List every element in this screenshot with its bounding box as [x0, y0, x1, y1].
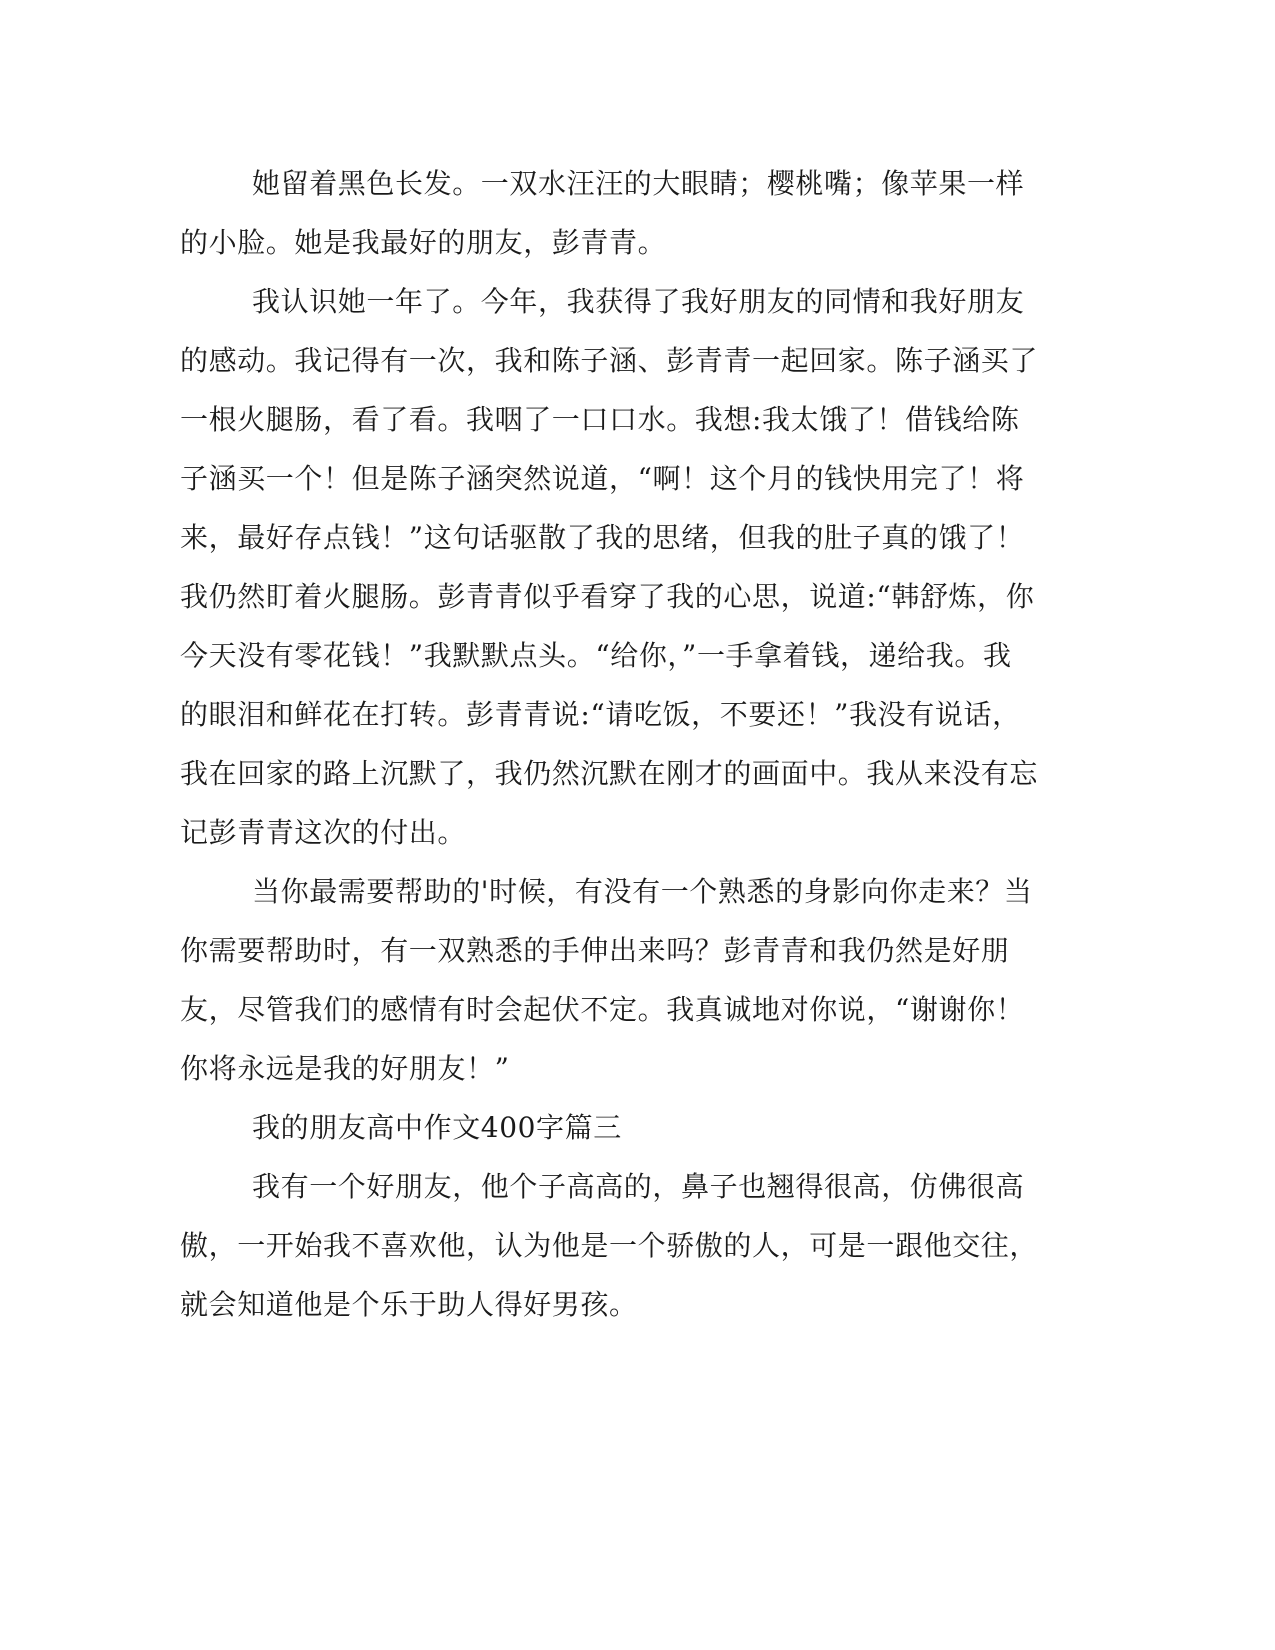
essay-body — [180, 154, 1038, 1334]
paragraph-reflection: 当你最需要帮助的'时候，有没有一个熟悉的身影向你走来？当你需要帮助时，有一双熟悉的手伸出来吗？彭青青和我仍然是好朋友，尽管我们的感情有时会起伏不定。我真诚地对你说，“谢谢你！你将永远是我的好朋友！” — [180, 875, 1033, 1085]
paragraph-friend-description: 她留着黑色长发。一双水汪汪的大眼睛；樱桃嘴；像苹果一样的小脸。她是我最好的朋友，彭青青。 — [180, 167, 1025, 259]
paragraph-story: 我认识她一年了。今年，我获得了我好朋友的同情和我好朋友的感动。我记得有一次，我和陈子涵、彭青青一起回家。陈子涵买了一根火腿肠，看了看。我咽了一口口水。我想:我太饿了！借钱给陈子涵买一个！但是陈子涵突然说道，“啊！这个月的钱快用完了！将来，最好存点钱！”这句话驱散了我的思绪，但我的肚子真的饿了！我仍然盯着火腿肠。彭青青似乎看穿了我的心思，说道:“韩舒炼，你今天没有零花钱！”我默默点头。“给你，”一手拿着钱，递给我。我的眼泪和鲜花在打转。彭青青说:“请吃饭，不要还！”我没有说话，我在回家的路上沉默了，我仍然沉默在刚才的画面中。我从来没有忘记彭青青这次的付出。 — [180, 285, 1039, 849]
section-heading: 我的朋友高中作文400字篇三 — [252, 1111, 622, 1144]
paragraph-new-friend: 我有一个好朋友，他个子高高的，鼻子也翘得很高，仿佛很高傲，一开始我不喜欢他，认为他是一个骄傲的人，可是一跟他交往，就会知道他是个乐于助人得好男孩。 — [180, 1170, 1039, 1321]
